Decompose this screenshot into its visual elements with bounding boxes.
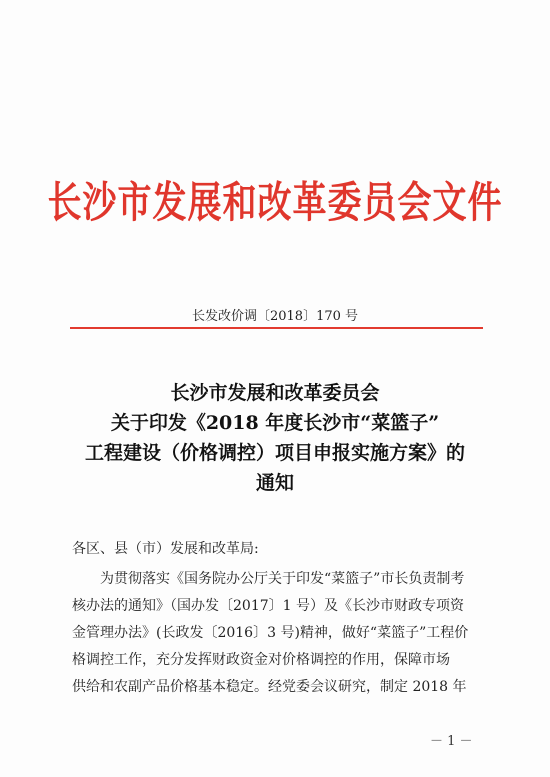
title-line: 工程建设（价格调控）项目申报实施方案》的 (84, 442, 465, 464)
body-line: 供给和农副产品价格基本稳定。经党委会议研究，制定 2018 年 (72, 679, 467, 695)
title-line: 长沙市发展和改革委员会 (170, 382, 380, 404)
body-line: 核办法的通知》（国办发〔2017〕1 号）及《长沙市财政专项资 (72, 598, 464, 614)
body-line: 格调控工作，充分发挥财政资金对价格调控的作用，保障市场 (72, 652, 450, 668)
body-line: 金管理办法》(长政发〔2016〕3 号)精神，做好“菜篮子”工程价 (72, 625, 469, 641)
title-line: 通知 (255, 472, 294, 494)
red-separator-line (70, 327, 483, 329)
masthead-title: 长沙市发展和改革委员会文件 (47, 178, 503, 228)
salutation: 各区、县（市）发展和改革局: (72, 541, 259, 557)
body-line: 为贯彻落实《国务院办公厅关于印发“菜篮子”市长负责制考 (100, 571, 465, 587)
body-paragraph (72, 566, 482, 701)
title-line: 关于印发《2018 年度长沙市“菜篮子” (110, 412, 440, 434)
document-number: 长发改价调〔2018〕170 号 (191, 309, 359, 324)
page-number: － 1 － (430, 734, 473, 749)
notice-title (0, 378, 550, 498)
